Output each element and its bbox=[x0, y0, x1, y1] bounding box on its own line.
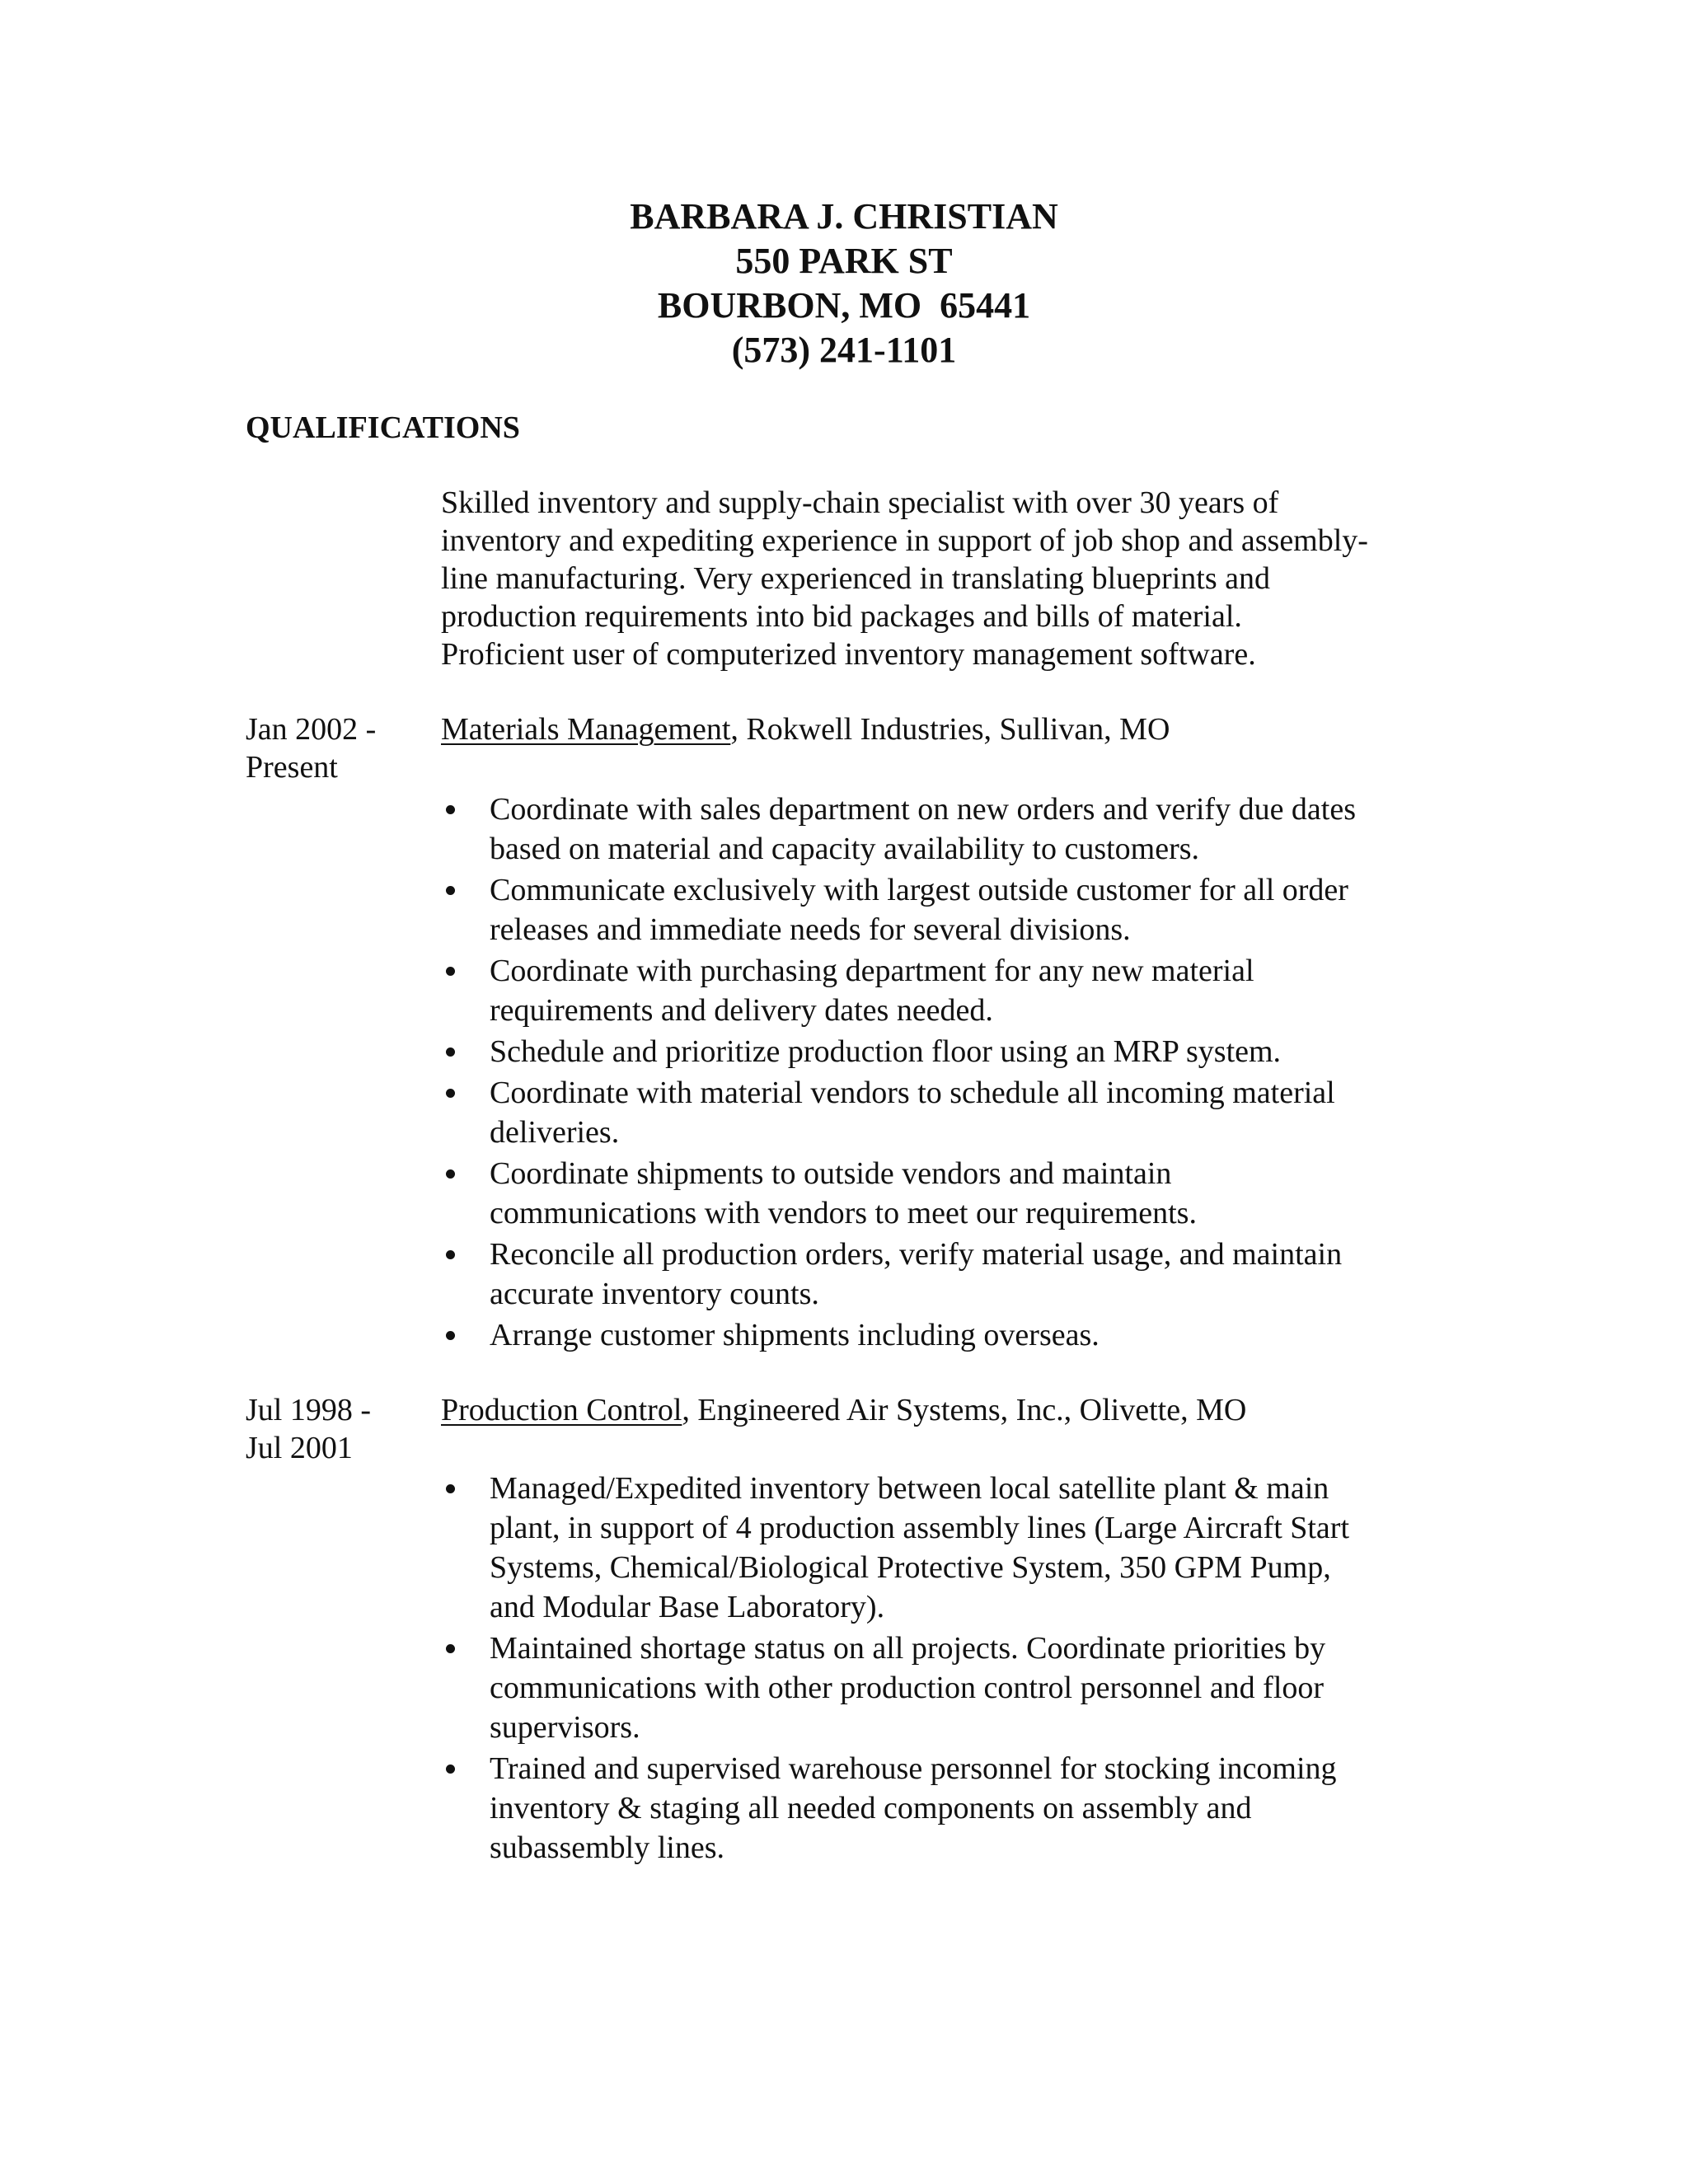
bullet-icon bbox=[446, 805, 455, 814]
job-date-start: Jul 1998 - bbox=[246, 1393, 371, 1427]
job-dates bbox=[246, 1391, 371, 1467]
duty-item bbox=[441, 1073, 1430, 1152]
qualifications-heading: QUALIFICATIONS bbox=[246, 410, 520, 445]
qualifications-line: Skilled inventory and supply-chain specialist with over 30 years of bbox=[441, 485, 1279, 520]
duty-item bbox=[441, 1469, 1430, 1627]
qualifications-summary bbox=[441, 484, 1430, 673]
qualifications-line: production requirements into bid packages and bills of material. bbox=[441, 599, 1242, 634]
duty-line: inventory & staging all needed components on assembly and bbox=[490, 1791, 1252, 1825]
duty-line: communications with vendors to meet our requirements. bbox=[490, 1196, 1197, 1230]
job-duties-list bbox=[441, 1469, 1430, 1869]
duty-item bbox=[441, 870, 1430, 949]
duty-line: Schedule and prioritize production floor using an MRP system. bbox=[490, 1034, 1282, 1069]
duty-line: Systems, Chemical/Biological Protective System, 350 GPM Pump, bbox=[490, 1550, 1331, 1585]
duty-line: and Modular Base Laboratory). bbox=[490, 1590, 885, 1624]
bullet-icon bbox=[446, 1047, 455, 1057]
bullet-icon bbox=[446, 886, 455, 895]
job-employer: , Rokwell Industries, Sullivan, MO bbox=[730, 712, 1170, 747]
bullet-icon bbox=[446, 1169, 455, 1179]
bullet-icon bbox=[446, 967, 455, 976]
duty-item bbox=[441, 1032, 1430, 1071]
bullet-icon bbox=[446, 1331, 455, 1340]
contact-header bbox=[0, 194, 1688, 373]
duty-line: subassembly lines. bbox=[490, 1830, 724, 1865]
qualifications-line: inventory and expediting experience in support of job shop and assembly- bbox=[441, 523, 1368, 558]
duty-item bbox=[441, 1154, 1430, 1233]
duty-line: Communicate exclusively with largest outside customer for all order bbox=[490, 873, 1348, 907]
duty-item bbox=[441, 1749, 1430, 1868]
duty-line: supervisors. bbox=[490, 1710, 640, 1745]
duty-line: Managed/Expedited inventory between local satellite plant & main bbox=[490, 1471, 1329, 1506]
job-date-start: Jan 2002 - bbox=[246, 712, 377, 747]
bullet-icon bbox=[446, 1250, 455, 1259]
job-date-end: Present bbox=[246, 750, 338, 785]
duty-item bbox=[441, 790, 1430, 869]
duty-line: Trained and supervised warehouse personnel for stocking incoming bbox=[490, 1751, 1337, 1786]
duty-line: Coordinate with sales department on new orders and verify due dates bbox=[490, 792, 1357, 827]
duty-line: Coordinate with purchasing department for any new material bbox=[490, 954, 1254, 988]
duty-line: releases and immediate needs for several divisions. bbox=[490, 912, 1131, 947]
qualifications-line: Proficient user of computerized inventory management software. bbox=[441, 637, 1256, 672]
bullet-icon bbox=[446, 1484, 455, 1493]
bullet-icon bbox=[446, 1644, 455, 1653]
applicant-name: BARBARA J. CHRISTIAN bbox=[630, 196, 1058, 237]
duty-item bbox=[441, 1315, 1430, 1355]
duty-item bbox=[441, 1235, 1430, 1314]
job-dates bbox=[246, 710, 376, 786]
job-role: Production Control bbox=[441, 1393, 682, 1427]
qualifications-line: line manufacturing. Very experienced in translating blueprints and bbox=[441, 561, 1270, 596]
job-title bbox=[441, 1391, 1246, 1429]
job-employer: , Engineered Air Systems, Inc., Olivette, MO bbox=[682, 1393, 1247, 1427]
duty-line: Reconcile all production orders, verify material usage, and maintain bbox=[490, 1237, 1343, 1272]
city-state-zip: BOURBON, MO 65441 bbox=[657, 285, 1031, 326]
duty-line: based on material and capacity availability to customers. bbox=[490, 832, 1200, 866]
duty-line: Arrange customer shipments including overseas. bbox=[490, 1318, 1100, 1352]
duty-line: accurate inventory counts. bbox=[490, 1277, 819, 1311]
job-role: Materials Management bbox=[441, 712, 731, 747]
duty-line: Coordinate shipments to outside vendors and maintain bbox=[490, 1156, 1172, 1191]
duty-item bbox=[441, 1629, 1430, 1747]
duty-line: plant, in support of 4 production assembly lines (Large Aircraft Start bbox=[490, 1511, 1350, 1545]
duty-line: requirements and delivery dates needed. bbox=[490, 993, 993, 1028]
phone-number: (573) 241-1101 bbox=[731, 330, 957, 370]
bullet-icon bbox=[446, 1089, 455, 1098]
job-title bbox=[441, 710, 1170, 748]
job-date-end: Jul 2001 bbox=[246, 1431, 353, 1465]
duty-line: Coordinate with material vendors to schedule all incoming material bbox=[490, 1076, 1335, 1110]
duty-line: communications with other production control personnel and floor bbox=[490, 1671, 1325, 1705]
duty-item bbox=[441, 951, 1430, 1030]
street-address: 550 PARK ST bbox=[735, 241, 953, 281]
job-duties-list bbox=[441, 790, 1430, 1357]
duty-line: deliveries. bbox=[490, 1115, 620, 1150]
duty-line: Maintained shortage status on all projects. Coordinate priorities by bbox=[490, 1631, 1326, 1666]
bullet-icon bbox=[446, 1765, 455, 1774]
